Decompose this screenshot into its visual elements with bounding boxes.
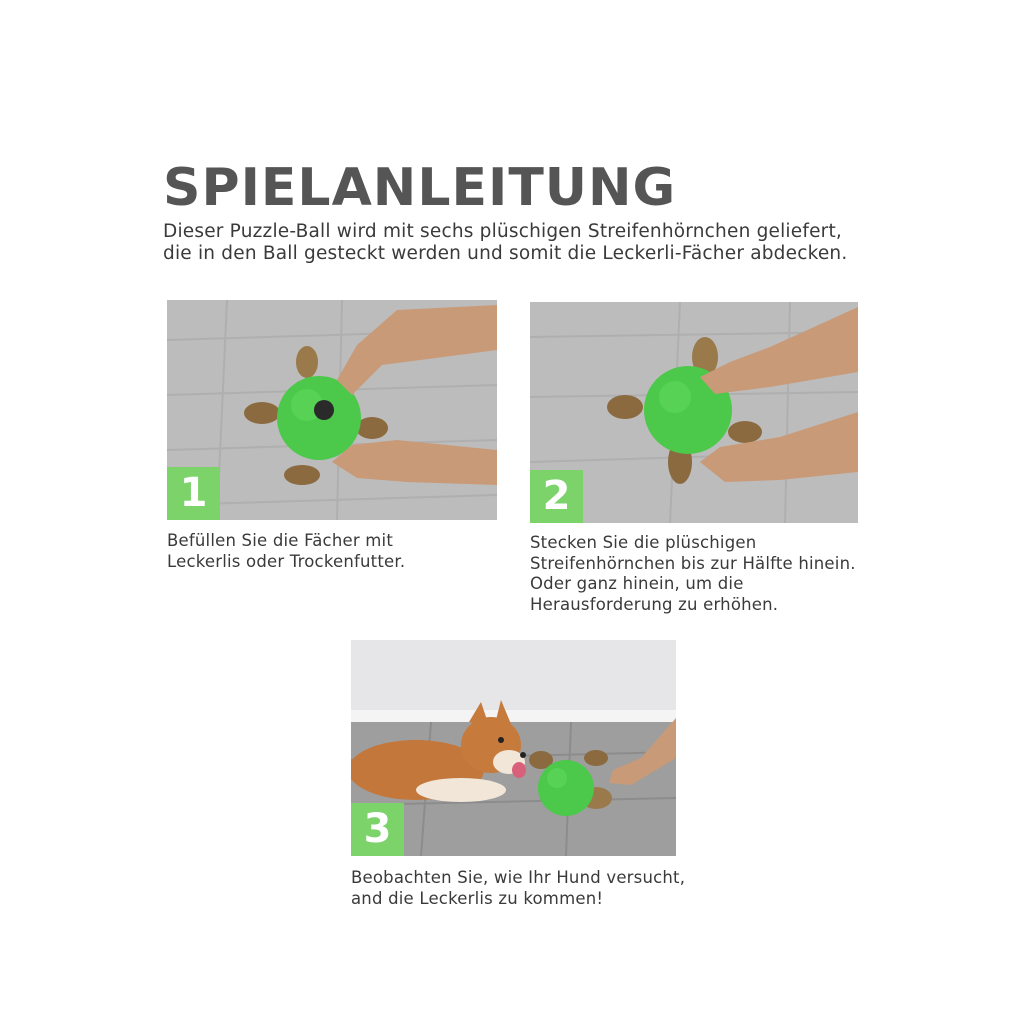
step-1-caption: Befüllen Sie die Fächer mit Leckerlis oder Trockenfutter. [167, 531, 406, 571]
step-3-photo [351, 640, 676, 856]
step-1-photo [167, 300, 497, 520]
step-2-caption: Stecken Sie die plüschigen Streifenhörnchen bis zur Hälfte hinein. Oder ganz hinein, um die Herausforderung zu erhöhen. [530, 533, 856, 614]
step-3-caption: Beobachten Sie, wie Ihr Hund versucht, and die Leckerlis zu kommen! [351, 868, 686, 908]
intro-text: Dieser Puzzle-Ball wird mit sechs plüschigen Streifenhörnchen geliefert, die in den Ball gesteckt werden und somit die Leckerli-Fächer abdecken. [163, 221, 848, 264]
step-2-photo [530, 302, 858, 523]
step-2-badge: 2 [530, 470, 583, 523]
step-3-badge: 3 [351, 803, 404, 856]
page-title: SPIELANLEITUNG [163, 158, 677, 218]
step-1-badge: 1 [167, 467, 220, 520]
